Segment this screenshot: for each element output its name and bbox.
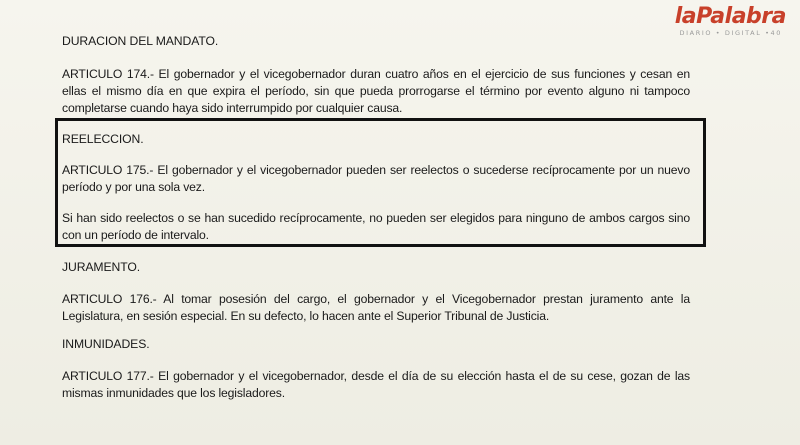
logo-part-palabra: Palabra bbox=[696, 4, 786, 29]
heading-reeleccion: REELECCION. bbox=[62, 132, 144, 146]
article-174: ARTICULO 174.- El gobernador y el vicegobernador duran cuatro años en el ejercicio de sus funciones y cesan en ellas el mismo día en que expira el período, sin que pueda prorrogarse el término por evento alguno ni tampoco completarse cuando haya sido interrumpido por cualquier causa. bbox=[62, 67, 690, 115]
heading-duracion: DURACION DEL MANDATO. bbox=[62, 34, 219, 48]
lapalabra-logo bbox=[658, 4, 786, 42]
heading-inmunidades: INMUNIDADES. bbox=[62, 337, 150, 351]
logo-tagline: DIARIO • DIGITAL •40 bbox=[679, 29, 782, 37]
article-175: ARTICULO 175.- El gobernador y el vicegobernador pueden ser reelectos o sucederse recíprocamente por un nuevo período y por una sola vez. bbox=[62, 163, 690, 194]
article-175-paragraph: Si han sido reelectos o se han sucedido recíprocamente, no pueden ser elegidos para ninguno de ambos cargos sino con un período de intervalo. bbox=[62, 211, 690, 242]
article-177: ARTICULO 177.- El gobernador y el vicegobernador, desde el día de su elección hasta el de su cese, gozan de las mismas inmunidades que los legisladores. bbox=[62, 369, 690, 400]
logo-part-la: la bbox=[674, 4, 697, 29]
heading-juramento: JURAMENTO. bbox=[62, 260, 140, 274]
article-176: ARTICULO 176.- Al tomar posesión del cargo, el gobernador y el Vicegobernador prestan juramento ante la Legislatura, en sesión especial. En su defecto, lo hacen ante el Superior Tribunal de Justicia. bbox=[62, 292, 690, 323]
logo-wordmark bbox=[675, 4, 786, 30]
